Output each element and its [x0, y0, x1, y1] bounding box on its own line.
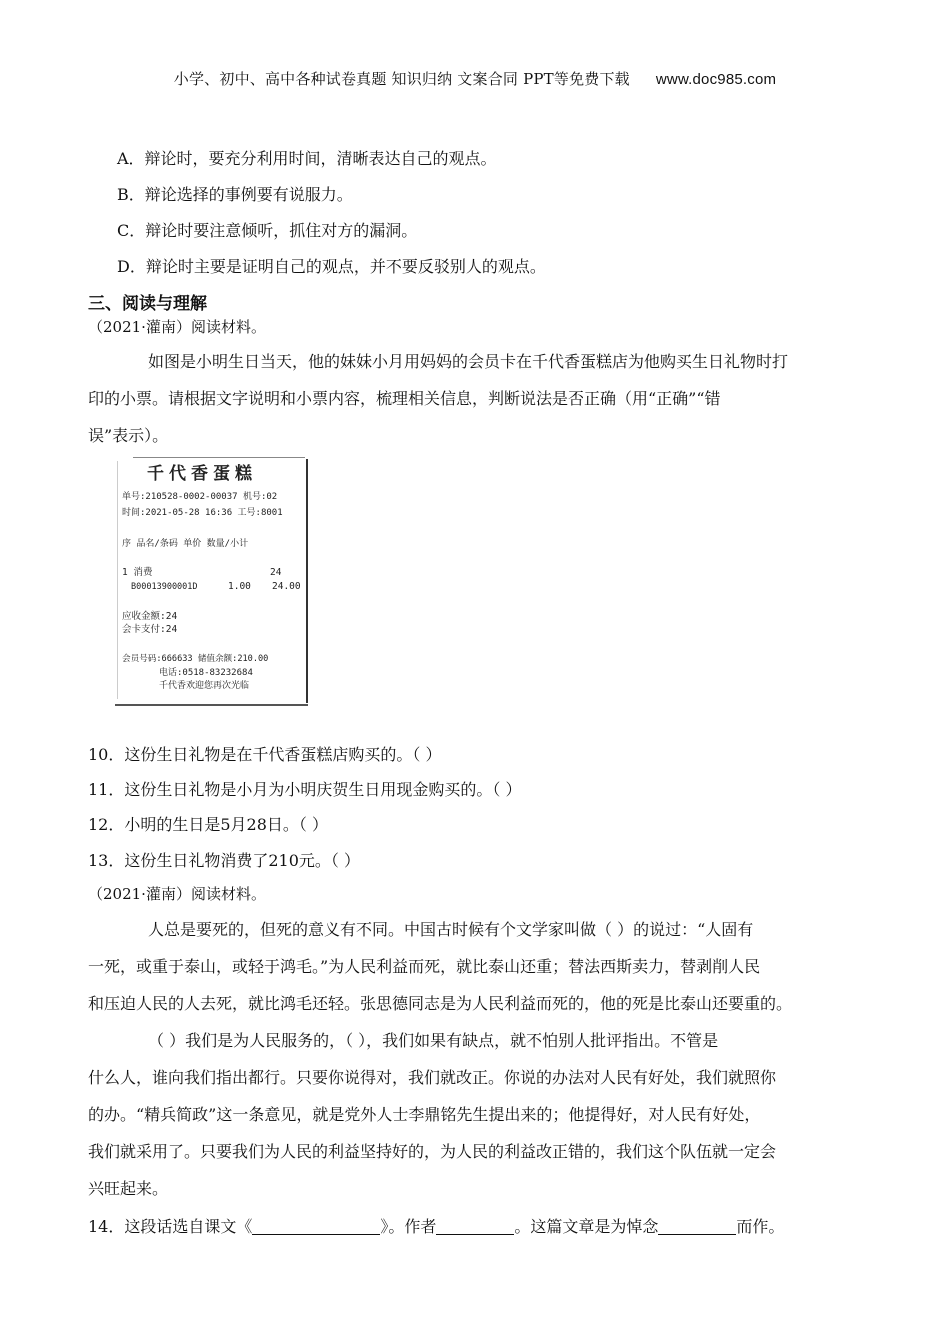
section-title: 三、阅读与理解 — [88, 294, 207, 314]
q14-mid1: 》。作者 — [380, 1217, 437, 1236]
passage2-line: 人总是要死的，但死的意义有不同。中国古时候有个文学家叫做（ ）的说过：“人固有 — [148, 920, 754, 939]
receipt-image — [115, 455, 308, 706]
receipt-member: 会员号码:666633 储值余额:210.00 — [122, 654, 269, 664]
receipt-edge — [115, 704, 308, 706]
passage1-source: （2021·灌南）阅读材料。 — [88, 318, 266, 336]
q14-blank-title[interactable] — [252, 1218, 380, 1235]
option-a: A．辩论时，要充分利用时间，清晰表达自己的观点。 — [117, 149, 497, 168]
q14-prefix: 14．这段话选自课文《 — [88, 1217, 253, 1236]
receipt-order-line: 单号:210528-0002-00037 机号:02 — [122, 492, 278, 502]
option-b: B．辩论选择的事例要有说服力。 — [117, 185, 353, 204]
passage2-line: （ ）我们是为人民服务的，（ ），我们如果有缺点，就不怕别人批评指出。不管是 — [148, 1031, 719, 1050]
passage1-line: 如图是小明生日当天，他的妹妹小月用妈妈的会员卡在千代香蛋糕店为他购买生日礼物时打 — [148, 352, 789, 371]
q14-suffix: 而作。 — [736, 1217, 785, 1236]
receipt-edge — [133, 457, 305, 458]
page-header — [0, 68, 950, 89]
question-14 — [88, 1214, 784, 1237]
q14-blank-person[interactable] — [658, 1218, 736, 1235]
q14-mid2: 。这篇文章是为悼念 — [514, 1217, 659, 1236]
receipt-phone: 电话:0518-83232684 — [159, 668, 253, 678]
question-12: 12．小明的生日是5月28日。（ ） — [88, 815, 328, 834]
option-c: C．辩论时要注意倾听，抓住对方的漏洞。 — [117, 221, 418, 240]
question-10: 10．这份生日礼物是在千代香蛋糕店购买的。（ ） — [88, 745, 442, 764]
passage2-source: （2021·灌南）阅读材料。 — [88, 885, 266, 903]
receipt-item-name: 1 消费 — [122, 567, 153, 578]
header-url[interactable]: www.doc985.com — [655, 71, 777, 88]
header-text: 小学、初中、高中各种试卷真题 知识归纳 文案合同 PPT等免费下载 — [173, 70, 630, 88]
receipt-col-headers: 序 品名/条码 单价 数量/小计 — [122, 539, 249, 549]
passage1-line: 印的小票。请根据文字说明和小票内容，梳理相关信息，判断说法是否正确（用“正确”“错 — [88, 389, 721, 408]
receipt-time-line: 时间:2021-05-28 16:36 工号:8001 — [122, 508, 283, 518]
option-d: D．辩论时主要是证明自己的观点，并不要反驳别人的观点。 — [117, 257, 546, 276]
passage2-line: 的办。“精兵简政”这一条意见，就是党外人士李鼎铭先生提出来的；他提得好，对人民有好处， — [88, 1105, 761, 1124]
receipt-item-code: B00013900001D — [131, 582, 198, 592]
q14-blank-author[interactable] — [436, 1218, 514, 1235]
passage2-text — [88, 911, 858, 1207]
passage2-line: 兴旺起来。 — [88, 1179, 169, 1198]
question-13: 13．这份生日礼物消费了210元。（ ） — [88, 851, 360, 870]
receipt-item-subtotal: 24.00 — [272, 581, 301, 592]
passage2-line: 什么人，谁向我们指出都行。只要你说得对，我们就改正。你说的办法对人民有好处，我们就照你 — [88, 1068, 777, 1087]
receipt-paid: 会卡支付:24 — [122, 624, 178, 635]
passage1-line: 误”表示）。 — [88, 426, 169, 445]
passage2-line: 我们就采用了。只要我们为人民的利益坚持好的，为人民的利益改正错的，我们这个队伍就一定会 — [88, 1142, 777, 1161]
receipt-farewell: 千代香欢迎您再次光临 — [159, 681, 250, 691]
passage2-line: 一死，或重于泰山，或轻于鸿毛。”为人民利益而死，就比泰山还重；替法西斯卖力，替剥削人民 — [88, 957, 761, 976]
receipt-item-price: 1.00 — [228, 581, 251, 592]
receipt-title: 千代香蛋糕 — [147, 464, 257, 484]
receipt-item-qty: 24 — [270, 567, 282, 578]
receipt-edge — [306, 459, 308, 703]
passage1-text — [88, 343, 858, 454]
question-11: 11．这份生日礼物是小月为小明庆贺生日用现金购买的。（ ） — [88, 780, 522, 799]
receipt-edge — [117, 461, 118, 699]
passage2-line: 和压迫人民的人去死，就比鸿毛还轻。张思德同志是为人民利益而死的，他的死是比泰山还要重的。 — [88, 994, 793, 1013]
receipt-due: 应收金额:24 — [122, 611, 178, 622]
